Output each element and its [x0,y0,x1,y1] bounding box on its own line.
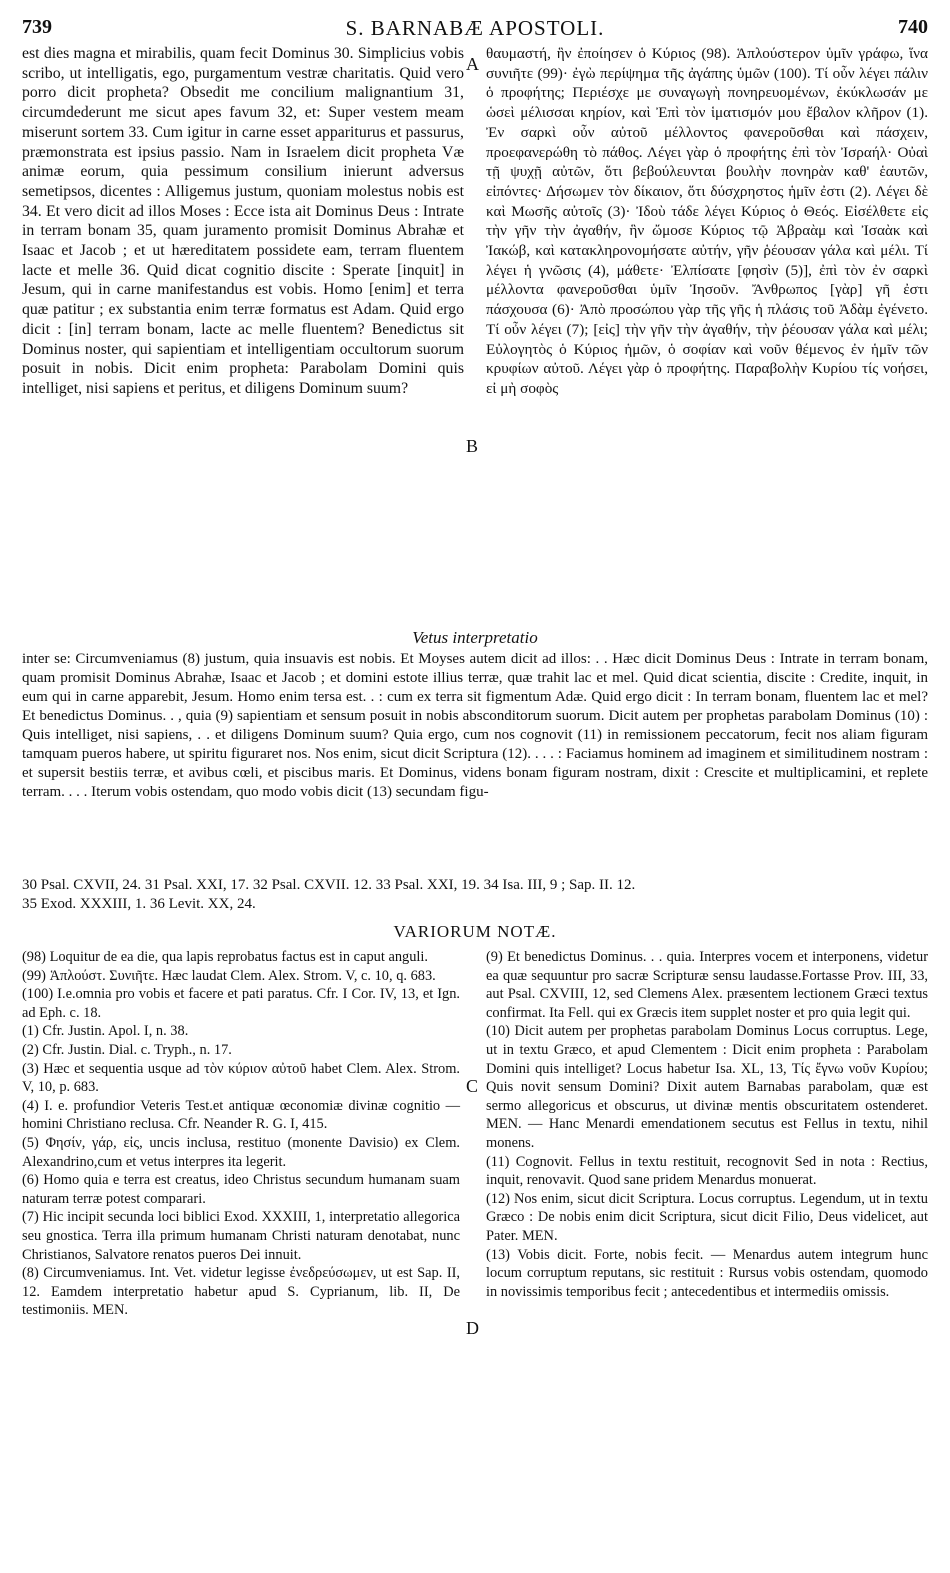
note-12: (12) Nos enim, sicut dicit Scriptura. Locus corruptus. Legendum, ut in textu Græco : De nobis enim dicit Scriptura, sicut dicit Filio, Deus videlicet, aut Pater. MEN. [486,1190,928,1244]
note-5: (5) Φησίν, γάρ, εἰς, uncis inclusa, restituo (monente Davisio) ex Clem. Alexandrino,cum et vetus interpres ita legerit. [22,1134,460,1170]
note-13: (13) Vobis dicit. Forte, nobis fecit. — Menardus autem integrum hunc locum corruptum reputans, sic restituit : Rursus vobis ostendam, quomodo in novissimis temporibus fecit ; antecedentibus et intermediis omissis. [486,1246,928,1300]
notes-left-column [22,948,460,1320]
note-8: (8) Circumveniamus. Int. Vet. videtur legisse ἐνεδρεύσωμεν, ut est Sap. II, 12. Eamdem interpretatio habetur apud S. Cyprianum, lib. II, De testimoniis. MEN. [22,1265,460,1319]
note-10: (10) Dicit autem per prophetas parabolam Dominus Locus corruptus. Lege, ut in textu Græco, et apud Clementem : Dicit enim propheta : Parabolam Domini quis intelliget? Locus habetur Isa. XL, 13, Τίς ἔγνω νοῦν Κυρίου; Quis novit sensum Domini? Dixit autem Barnabas parabolam, quæ est sermo allegoricus et obscurus, ut divinæ mentis obscuritatem ostenderet. MEN. — Hanc Menardi emendationem secutus est Fellus in textu, nihil monens. [486,1023,928,1151]
running-title: S. BARNABÆ APOSTOLI. [345,16,605,40]
vetus-interpretatio-title: Vetus interpretatio [412,628,538,647]
note-1: (1) Cfr. Justin. Apol. I, n. 38. [22,1023,189,1040]
notes-title: VARIORUM NOTÆ. [393,922,557,941]
references-line-2: 35 Exod. XXXIII, 1. 36 Levit. XX, 24. [22,896,256,912]
note-11: (11) Cognovit. Fellus in textu restituit, recognovit Sed in nota : Rectius, inquit, renovavit. Quod sane pridem Menardus monuerat. [486,1153,928,1189]
margin-marker-c: C [466,1076,479,1096]
notes-right-column [486,948,928,1301]
page-number-right: 740 [898,16,928,38]
page-header [22,12,928,42]
note-99: (99) Ἁπλούστ. Συνιῆτε. Hæc laudat Clem. Alex. Strom. V, c. 10, q. 683. [22,967,436,984]
note-100: (100) I.e.omnia pro vobis et facere et pati paratus. Cfr. I Cor. IV, 13, et Ign. ad Eph. c. 18. [22,986,460,1021]
note-6: (6) Homo quia e terra est creatus, ideo Christus secundum humanam suam naturam terræ potest comparari. [22,1172,460,1207]
scripture-references [22,876,928,914]
note-4: (4) I. e. profundior Veteris Test.et antiquæ œconomiæ divinæ cognitio — homini Christiano reclusa. Cfr. Neander R. G. I, 415. [22,1097,460,1133]
margin-marker-a: A [466,54,479,74]
note-2: (2) Cfr. Justin. Dial. c. Tryph., n. 17. [22,1041,232,1058]
note-7: (7) Hic incipit secunda loci biblici Exod. XXXIII, 1, interpretatio allegorica seu gnostica. Terra illa primum humanam Christi naturam denotabat, nunc Christianos, Salvatore renatos pueros Dei innuit. [22,1209,460,1263]
note-9: (9) Et benedictus Dominus. . . quia. Interpres vocem et interponens, videtur ea quæ sequuntur pro sacræ Scripturæ sensu laudasse.Fortasse Prov. III, 33, aut Psal. CXVIII, 12, sed Clemens Alex. præsentem lectionem Græci textus confirmat. Ita Fell. qui ex Græcis item supplet noster et pro quia legit qui. [486,949,928,1021]
note-98: (98) Loquitur de ea die, qua lapis reprobatus factus est in caput anguli. [22,949,429,965]
latin-column-text: est dies magna et mirabilis, quam fecit Dominus 30. Simplicius vobis scribo, ut intelligatis, ego, purgamentum vestræ charitatis. Quid vero porro dicit propheta? Obsedit me concilium malignantium 31, circumdederunt me sicut apes favum 32, et: Super vestem meam miserunt sortem 33. Cum igitur in carne esset appariturus et passurus, præmonstrata est ipsius passio. Nam in Israelem dicit propheta Væ animæ eorum, quia pessimum consilium inierunt adversus semetipsos, dicentes : Alligemus justum, quoniam molestus nobis est 34. Et vero dicit ad illos Moses : Ecce ista ait Dominus Deus : Intrate in terram bonam 35, quam juramento promisit Dominus Abrahæ et Isaac et Jacob ; et ut hæreditatem possidete eam, terram fluentem lacte et melle 36. Quid dicat cognitio discite : Sperate [inquit] in Jesum, qui in carne manifestandus est vobis. Homo [enim] et terra quæ patitur ; ex substantia enim terræ formatus est Adam. Quid ergo dicit : [in] terram bonam, lacte ac melle fluentem? Benedictus sit Dominus noster, qui sapientiam et intelligentiam occultorum suorum posuit in nobis. Dicit enim propheta: Parabolam Domini quis intelliget, nisi sapiens et peritus, et diligens Dominum suum? [22,45,464,397]
page-number-left: 739 [22,16,52,38]
references-line-1: 30 Psal. CXVII, 24. 31 Psal. XXI, 17. 32 Psal. CXVII. 12. 33 Psal. XXI, 19. 34 Isa. III, 9 ; Sap. II. 12. [22,877,636,893]
vetus-interpretatio-text: inter se: Circumveniamus (8) justum, quia insuavis est nobis. Et Moyses autem dicit ad illos: . . Hæc dicit Dominus Deus : Intrate in terram bonam, quam promisit Dominus Abrahæ, Isaac et Jacob ; et domini estote illius terræ, quæ trahit lac et mel. Quid dicat scientia, discite : Credite, inquit, in eum qui in carne apparebit, Jesum. Homo enim tersa est. . : cum ex terra sit figmentum Adæ. Quid ergo dicit : In terram bonam, fluentem lac et mel? Et benedictus Dominus. . , quia (9) sapientiam et sensum posuit in nobis absconditorum suorum. Dicit autem per prophetas parabolam Dominus (10) : Quis intelliget, nisi sapiens, . . et diligens Dominum suum? Quia ergo, cum nos cognovit (11) in remissionem peccatorum, fecit nos aliam figuram tamquam pueros habere, ut spiritu figuraret nos. Nos enim, sicut dicit Scriptura (12). . . . : Faciamus hominem ad imaginem et similitudinem nostram : et supersit bestiis terræ, et avibus cœli, et piscibus maris. Et Dominus, videns bonam figuram nostram, dixit : Crescite et multiplicamini, et replete terram. . . . Iterum vobis ostendam, quo modo vobis dicit (13) secundam figu- [22,651,928,800]
greek-column-text: θαυμαστή, ἣν ἐποίησεν ὁ Κύριος (98). Ἁπλούστερον ὑμῖν γράφω, ἵνα συνιῆτε (99)· ἐγὼ περίψημα τῆς ἀγάπης ὑμῶν (100). Τί οὖν λέγει πάλιν ὁ προφήτης; Περιέσχε με συναγωγὴ πονηρευομένων, ἐκύκλωσάν με ὡσεὶ μέλισσαι κηρίον, καὶ Ἐπὶ τὸν ἱματισμόν μου ἔβαλον κλῆρον (1). Ἐν σαρκὶ οὖν αὐτοῦ μέλλοντος φανεροῦσθαι καὶ πάσχειν, προεφανερώθη τὸ πάθος. Λέγει γὰρ ὁ προφήτης ἐπὶ τὸν Ἰσραήλ· Οὐαὶ τῇ ψυχῇ αὐτῶν, ὅτι βεβούλευνται βουλὴν πονηρὰν καθ' ἑαυτῶν, εἰπόντες· Δήσωμεν τὸν δίκαιον, ὅτι δύσχρηστος ἡμῖν ἐστι (2). Λέγει δὲ καὶ Μωσῆς αὐτοῖς (3)· Ἰδοὺ τάδε λέγει Κύριος ὁ Θεός. Εἰσέλθετε εἰς τὴν γῆν τὴν ἀγαθήν, ἣν ὤμοσε Κύριος τῷ Ἀβραὰμ καὶ Ἰσαὰκ καὶ Ἰακώβ, καὶ κατακληρονομήσατε αὐτήν, γῆν ῥέουσαν γάλα καὶ μέλι. Τί λέγει ἡ γνῶσις (4), μάθετε· Ἐλπίσατε [φησὶν (5)], ἐπὶ τὸν ἐν σαρκὶ μέλλοντα φανεροῦσθαι ὑμῖν Ἰησοῦν. Ἄνθρωπος [γὰρ] γῆ ἐστι πάσχουσα (6)· Ἀπὸ προσώπου γὰρ τῆς γῆς ἡ πλάσις τοῦ Ἀδὰμ ἐγένετο. Τί οὖν λέγει (7); [εἰς] τὴν γῆν τὴν ἀγαθήν, τὴν ῥέουσαν γάλα καὶ μέλι; Εὐλογητὸς ὁ Κύριος ἡμῶν, ὁ σοφίαν καὶ νοῦν θέμενος ἐν ἡμῖν τῶν κρυφίων αὐτοῦ. Λέγει γὰρ ὁ προφήτης. Παραβολὴν Κυρίου τίς νοήσει, εἰ μὴ σοφὸς [486,45,928,397]
margin-marker-b: B [466,436,479,456]
note-3: (3) Hæc et sequentia usque ad τὸν κύριον αὐτοῦ habet Clem. Alex. Strom. V, 10, p. 683. [22,1060,460,1096]
margin-marker-d: D [466,1318,479,1338]
